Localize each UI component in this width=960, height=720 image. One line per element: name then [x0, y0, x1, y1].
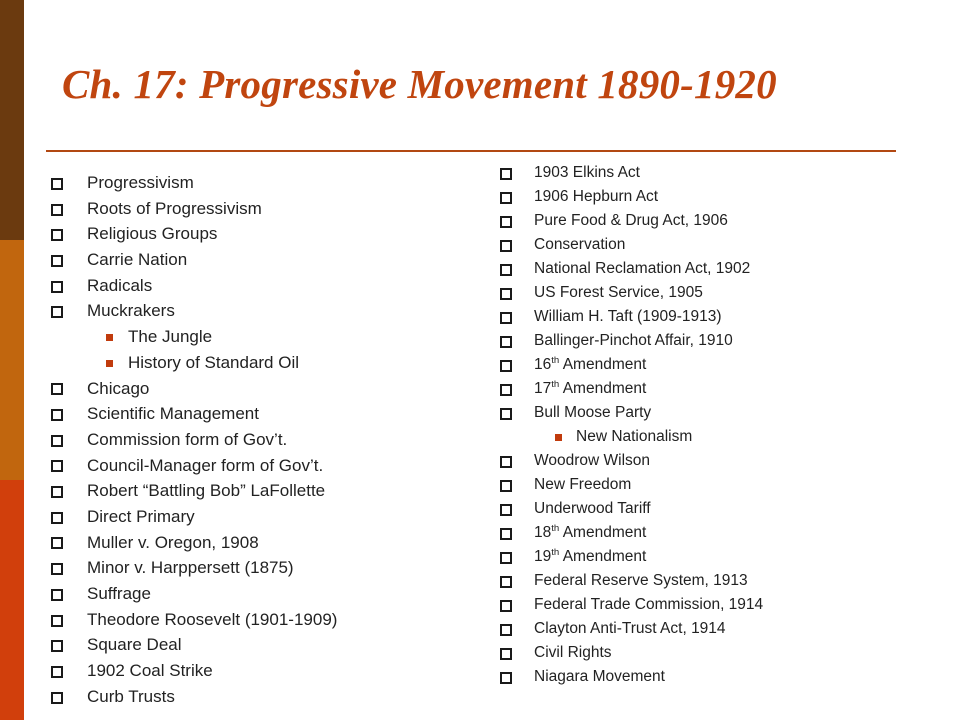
square-bullet-icon [51, 666, 63, 678]
list-item [499, 497, 919, 521]
sub-list-item-text: History of Standard Oil [128, 352, 300, 372]
square-bullet-icon [51, 563, 63, 575]
list-item-text: Scientific Management [87, 404, 259, 424]
list-item [50, 298, 470, 324]
square-bullet-icon [500, 480, 512, 492]
list-item-text: Civil Rights [534, 644, 612, 661]
list-item [499, 185, 919, 209]
square-bullet-icon [500, 408, 512, 420]
ordinal-suffix: th [551, 378, 560, 390]
ordinal-suffix: th [551, 546, 560, 558]
square-bullet-icon [51, 512, 63, 524]
list-item-text: Chicago [87, 378, 150, 398]
list-item-text: Progressivism [87, 173, 194, 192]
list-item-text: Muckrakers [87, 301, 175, 321]
filled-square-bullet-icon [106, 360, 113, 367]
list-item-text: Niagara Movement [534, 668, 665, 685]
list-item [50, 658, 470, 684]
square-bullet-icon [500, 456, 512, 468]
list-item-text: 19 [534, 548, 552, 565]
list-item-text: 18 [534, 524, 552, 541]
list-item-text: Clayton Anti-Trust Act, 1914 [534, 620, 726, 637]
square-bullet-icon [51, 178, 63, 190]
list-item-text: Theodore Roosevelt (1901-1909) [87, 609, 338, 629]
sub-list-item [50, 350, 470, 376]
square-bullet-icon [500, 264, 512, 276]
square-bullet-icon [500, 528, 512, 540]
decorative-band-top [0, 0, 24, 240]
list-item [499, 209, 919, 233]
square-bullet-icon [500, 672, 512, 684]
list-item [50, 376, 470, 402]
list-item-text: Commission form of Gov’t. [87, 429, 288, 449]
square-bullet-icon [500, 168, 512, 180]
list-item-text-rest: Amendment [559, 380, 647, 397]
square-bullet-icon [51, 435, 63, 447]
list-item-text: US Forest Service, 1905 [534, 284, 703, 301]
list-item [50, 530, 470, 556]
square-bullet-icon [51, 640, 63, 652]
list-item [50, 684, 470, 710]
square-bullet-icon [500, 624, 512, 636]
square-bullet-icon [51, 486, 63, 498]
filled-square-bullet-icon [106, 334, 113, 341]
list-item-text-rest: Amendment [559, 548, 647, 565]
square-bullet-icon [51, 229, 63, 241]
list-item [499, 233, 919, 257]
ordinal-suffix: th [551, 522, 560, 534]
list-item-text: 16 [534, 356, 552, 373]
square-bullet-icon [500, 312, 512, 324]
square-bullet-icon [51, 204, 63, 216]
list-item-text: 1903 Elkins Act [534, 164, 640, 181]
list-item-text: Radicals [87, 275, 153, 295]
ordinal-suffix: th [551, 354, 560, 366]
list-item-text: Conservation [534, 236, 626, 253]
list-item [499, 353, 919, 377]
list-item [50, 478, 470, 504]
list-item [50, 273, 470, 299]
decorative-band-bottom [0, 480, 24, 720]
decorative-band-middle [0, 240, 24, 480]
list-item-text: New Freedom [534, 476, 632, 493]
square-bullet-icon [500, 216, 512, 228]
list-item [499, 521, 919, 545]
square-bullet-icon [51, 460, 63, 472]
square-bullet-icon [51, 281, 63, 293]
list-item-text: 17 [534, 380, 552, 397]
list-item-text: Square Deal [87, 635, 182, 655]
list-item [50, 555, 470, 581]
list-item [499, 329, 919, 353]
list-item [499, 473, 919, 497]
list-item-text: William H. Taft (1909-1913) [534, 308, 722, 325]
list-item [499, 281, 919, 305]
list-item [499, 665, 919, 689]
square-bullet-icon [500, 384, 512, 396]
list-item [50, 196, 470, 222]
slide-title: Ch. 17: Progressive Movement 1890-1920 [62, 61, 777, 107]
sub-list-item [50, 324, 470, 350]
list-item [50, 504, 470, 530]
square-bullet-icon [51, 615, 63, 627]
list-item [499, 161, 919, 185]
square-bullet-icon [51, 692, 63, 704]
square-bullet-icon [500, 600, 512, 612]
list-item-text: Federal Reserve System, 1913 [534, 572, 748, 589]
list-item-text: 1906 Hepburn Act [534, 188, 659, 205]
list-item [50, 247, 470, 273]
list-item-text: National Reclamation Act, 1902 [534, 260, 751, 277]
sub-list-item-text: New Nationalism [576, 428, 693, 445]
list-item [499, 449, 919, 473]
square-bullet-icon [500, 240, 512, 252]
list-item-text: Pure Food & Drug Act, 1906 [534, 212, 728, 229]
list-item [499, 569, 919, 593]
square-bullet-icon [500, 648, 512, 660]
sub-list-item [499, 425, 919, 449]
list-item-text: Religious Groups [87, 224, 218, 244]
list-item-text: Muller v. Oregon, 1908 [87, 532, 259, 552]
list-item-text: Underwood Tariff [534, 500, 651, 517]
title-divider [46, 150, 896, 152]
square-bullet-icon [500, 360, 512, 372]
list-item-text: Roots of Progressivism [87, 198, 262, 218]
square-bullet-icon [500, 192, 512, 204]
list-item-text: Carrie Nation [87, 250, 188, 270]
list-item [499, 593, 919, 617]
square-bullet-icon [500, 288, 512, 300]
list-item-text: Woodrow Wilson [534, 452, 651, 469]
square-bullet-icon [51, 409, 63, 421]
list-item [50, 170, 470, 196]
list-item [499, 617, 919, 641]
square-bullet-icon [51, 383, 63, 395]
list-item-text-rest: Amendment [559, 524, 647, 541]
list-item [50, 607, 470, 633]
list-item [50, 632, 470, 658]
square-bullet-icon [500, 552, 512, 564]
filled-square-bullet-icon [555, 434, 562, 441]
square-bullet-icon [51, 537, 63, 549]
list-item-text: Ballinger-Pinchot Affair, 1910 [534, 332, 733, 349]
list-item-text: Robert “Battling Bob” LaFollette [87, 481, 326, 501]
square-bullet-icon [51, 306, 63, 318]
list-item [50, 427, 470, 453]
list-item-text: Curb Trusts [87, 686, 175, 706]
list-item [499, 377, 919, 401]
list-item [50, 221, 470, 247]
list-item [499, 257, 919, 281]
list-item-text: Bull Moose Party [534, 404, 652, 421]
square-bullet-icon [500, 504, 512, 516]
sub-list-item-text: The Jungle [128, 327, 213, 347]
list-item-text: Direct Primary [87, 506, 195, 526]
list-item-text: 1902 Coal Strike [87, 661, 213, 681]
square-bullet-icon [500, 576, 512, 588]
list-item-text: Minor v. Harppersett (1875) [87, 558, 294, 578]
left-bullet-list [50, 170, 470, 709]
right-bullet-list [499, 161, 919, 689]
square-bullet-icon [500, 336, 512, 348]
list-item [499, 401, 919, 425]
list-item [50, 581, 470, 607]
list-item-text: Council-Manager form of Gov’t. [87, 455, 324, 475]
list-item [499, 545, 919, 569]
list-item-text: Federal Trade Commission, 1914 [534, 596, 764, 613]
list-item [499, 641, 919, 665]
list-item [499, 305, 919, 329]
list-item [50, 401, 470, 427]
list-item-text: Suffrage [87, 584, 151, 603]
list-item [50, 453, 470, 479]
square-bullet-icon [51, 255, 63, 267]
square-bullet-icon [51, 589, 63, 601]
list-item-text-rest: Amendment [559, 356, 647, 373]
